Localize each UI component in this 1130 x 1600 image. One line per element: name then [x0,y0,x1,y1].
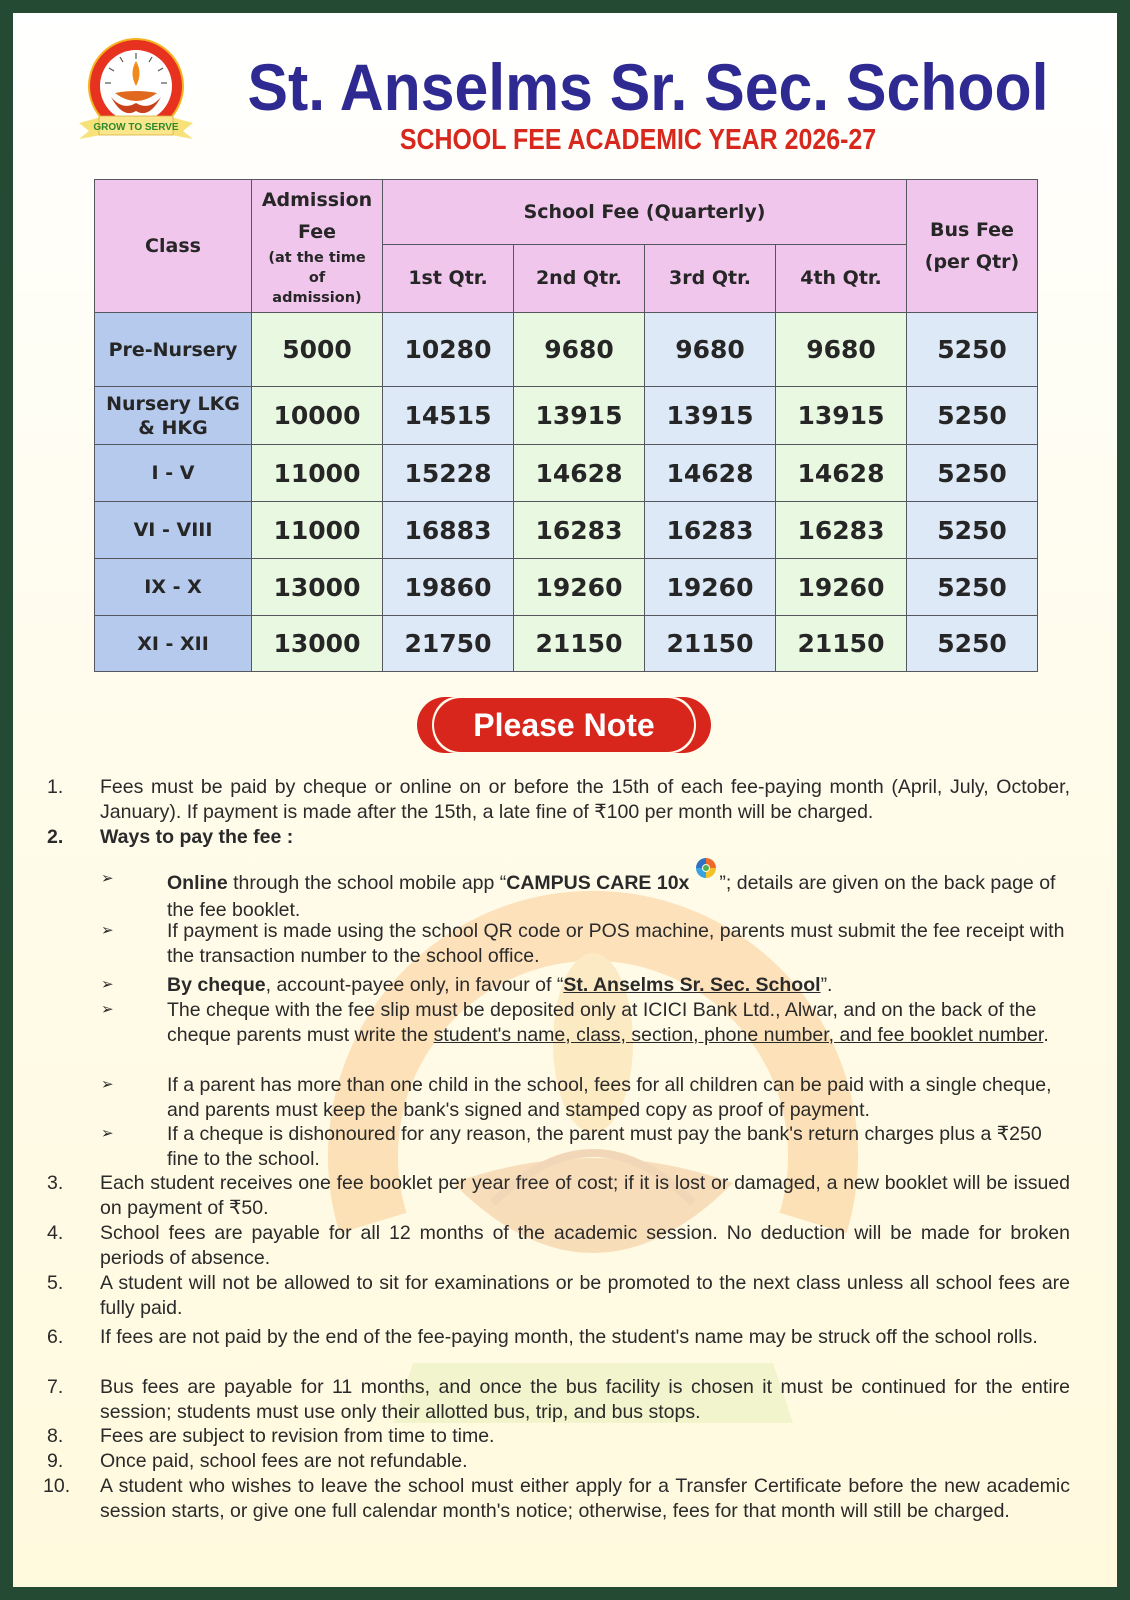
deposit-text: The cheque with the fee slip must be deposited only at ICICI Bank Ltd., Alwar, and on the back of the cheque parents must write the [167,999,1037,1046]
class-cell: Nursery LKG & HKG [95,387,252,445]
q1-fee-cell: 14515 [383,387,514,445]
note-text: Each student receives one fee booklet per year free of cost; if it is lost or damaged, a new booklet will be issued on payment of ₹50. [100,1172,1070,1219]
note-text: If fees are not paid by the end of the fee-paying month, the student's name may be struck off the school rolls. [100,1326,1038,1348]
header-q1: 1st Qtr. [383,244,514,312]
arrow-bullet-icon: ➢ [101,976,114,993]
note-text: Bus fees are payable for 11 months, and once the bus facility is chosen it must be continued for the entire session; students must use only their allotted bus, trip, and bus stops. [100,1376,1070,1423]
note-number: 4. [47,1222,64,1244]
class-cell: I - V [95,445,252,502]
app-name: CAMPUS CARE 10x [506,872,690,894]
arrow-bullet-icon: ➢ [101,870,114,887]
cheque-label: By cheque [167,974,266,996]
header-q2: 2nd Qtr. [514,244,645,312]
note-text: A student will not be allowed to sit for examinations or be promoted to the next class unless all school fees are fully paid. [100,1272,1070,1319]
note-number: 3. [47,1172,64,1194]
arrow-bullet-icon: ➢ [101,1125,114,1142]
please-note-heading: Please Note [434,698,694,752]
note-text: A student who wishes to leave the school must either apply for a Transfer Certificate before the new academic session starts, or give one full calendar month's notice; otherwise, fees for that month will still be charged. [100,1475,1070,1522]
arrow-bullet-icon: ➢ [101,1076,114,1093]
q4-fee-cell: 13915 [776,387,907,445]
bus-fee-cell: 5250 [907,445,1038,502]
table-row [95,387,1038,445]
q2-fee-cell: 13915 [514,387,645,445]
deposit-text-end: . [1043,1023,1049,1046]
fee-notice-page [13,13,1117,1587]
admission-fee-cell: 11000 [252,502,383,559]
header-class: Class [95,180,252,313]
note-number: 2. [47,826,64,848]
q1-fee-cell: 21750 [383,616,514,672]
table-row [95,559,1038,616]
note-number: 7. [47,1376,64,1398]
note-text: Fees must be paid by cheque or online on or before the 15th of each fee-paying month (April, July, October, January). If payment is made after the 15th, a late fine of ₹100 per month will be charged. [100,776,1070,823]
note-number: 1. [47,776,64,798]
bus-fee-cell: 5250 [907,387,1038,445]
class-cell: XI - XII [95,616,252,672]
note-text [167,865,1067,924]
school-title: St. Anselms Sr. Sec. School [247,50,1049,124]
logo-motto: GROW TO SERVE [93,122,179,133]
header-q3: 3rd Qtr. [645,244,776,312]
table-row [95,502,1038,559]
table-row [95,616,1038,672]
header-admission-line2: Fee [298,221,336,243]
school-logo-icon [71,31,201,156]
bus-fee-cell: 5250 [907,616,1038,672]
q1-fee-cell: 16883 [383,502,514,559]
q3-fee-cell: 21150 [645,616,776,672]
note-text: If payment is made using the school QR code or POS machine, parents must submit the fee receipt with the transaction number to the school office. [167,920,1065,967]
header-bus-fee [907,180,1038,313]
header-q4: 4th Qtr. [776,244,907,312]
table-row [95,445,1038,502]
q2-fee-cell: 19260 [514,559,645,616]
class-cell: VI - VIII [95,502,252,559]
admission-fee-cell: 11000 [252,445,383,502]
arrow-bullet-icon: ➢ [101,1001,114,1018]
payee-name: St. Anselms Sr. Sec. School [563,974,821,996]
q4-fee-cell: 16283 [776,502,907,559]
bus-fee-cell: 5250 [907,313,1038,387]
online-text-end: ”; details are given on the back page of the fee booklet. [167,872,1056,921]
admission-fee-cell: 13000 [252,616,383,672]
header-admission-note: (at the time of admission) [268,250,366,306]
note-text: Ways to pay the fee : [100,826,294,848]
note-number: 5. [47,1272,64,1294]
q2-fee-cell: 9680 [514,313,645,387]
header-school-fee-quarterly: School Fee (Quarterly) [383,180,907,245]
q3-fee-cell: 16283 [645,502,776,559]
header-admission-fee [252,180,383,313]
note-text [167,973,1067,998]
q1-fee-cell: 19860 [383,559,514,616]
q1-fee-cell: 15228 [383,445,514,502]
admission-fee-cell: 10000 [252,387,383,445]
online-text: through the school mobile app “ [227,872,507,894]
note-number: 6. [47,1326,64,1348]
q3-fee-cell: 14628 [645,445,776,502]
note-number: 8. [47,1425,64,1447]
cheque-text: , account-payee only, in favour of “ [265,974,564,996]
header-bus-line2: (per Qtr) [924,251,1020,273]
q2-fee-cell: 21150 [514,616,645,672]
note-number: 10. [43,1475,71,1497]
q3-fee-cell: 19260 [645,559,776,616]
header-bus-line1: Bus Fee [930,219,1014,241]
note-text [167,998,1067,1047]
class-cell: Pre-Nursery [95,313,252,387]
note-number: 9. [47,1450,64,1472]
q3-fee-cell: 9680 [645,313,776,387]
fee-year-subtitle: SCHOOL FEE ACADEMIC YEAR 2026-27 [399,124,877,156]
q4-fee-cell: 21150 [776,616,907,672]
admission-fee-cell: 13000 [252,559,383,616]
required-details: student's name, class, section, phone number, and fee booklet number [433,1023,1044,1046]
note-text: If a cheque is dishonoured for any reason, the parent must pay the bank's return charges plus a ₹250 fine to the school. [167,1123,1042,1170]
class-cell: IX - X [95,559,252,616]
arrow-bullet-icon: ➢ [101,922,114,939]
q1-fee-cell: 10280 [383,313,514,387]
q2-fee-cell: 16283 [514,502,645,559]
note-text: School fees are payable for all 12 months of the academic session. No deduction will be made for broken periods of absence. [100,1222,1070,1269]
note-text: Fees are subject to revision from time to time. [100,1425,495,1447]
please-note-banner [416,696,712,754]
bus-fee-cell: 5250 [907,559,1038,616]
note-text: Once paid, school fees are not refundable. [100,1450,468,1472]
cheque-text-end: ”. [820,974,833,996]
bus-fee-cell: 5250 [907,502,1038,559]
q4-fee-cell: 14628 [776,445,907,502]
online-label: Online [167,872,228,894]
q3-fee-cell: 13915 [645,387,776,445]
header-admission-line1: Admission [261,189,373,211]
table-row [95,313,1038,387]
admission-fee-cell: 5000 [252,313,383,387]
q2-fee-cell: 14628 [514,445,645,502]
q4-fee-cell: 19260 [776,559,907,616]
note-text: If a parent has more than one child in the school, fees for all children can be paid with a single cheque, and parents must keep the bank's signed and stamped copy as proof of payment. [167,1074,1052,1121]
q4-fee-cell: 9680 [776,313,907,387]
fee-table [94,179,1038,672]
campus-care-app-icon [693,855,719,881]
